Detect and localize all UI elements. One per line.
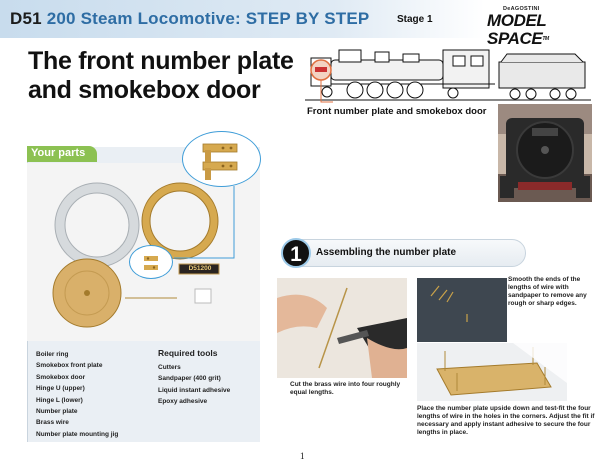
locomotive-diagram: [303, 44, 593, 106]
caption-cut: Cut the brass wire into four roughly equal lengths.: [290, 381, 401, 396]
list-item: Hinge L (lower): [36, 396, 83, 404]
header-band: [0, 0, 606, 48]
list-item: Hinge U (upper): [36, 385, 85, 393]
brand-logo: [487, 6, 597, 48]
list-item: Liquid instant adhesive: [158, 386, 231, 394]
series-model: D51: [10, 9, 42, 28]
step-title: Assembling the number plate: [316, 247, 457, 258]
brand-publisher: DeAGOSTINI: [503, 6, 540, 12]
number-plate-label: D51200: [188, 265, 212, 272]
list-item: Number plate: [36, 408, 78, 416]
list-item: Cutters: [158, 364, 181, 371]
parts-list: [36, 349, 118, 440]
page-number: 1: [300, 451, 305, 461]
brand-name: [487, 12, 597, 48]
page-title: [28, 47, 308, 105]
cutting-wire-photo: [277, 278, 407, 378]
plate-fitting-photo: [417, 343, 567, 401]
hinges-illustration: [183, 132, 261, 187]
list-item: Smokebox door: [36, 373, 86, 381]
list-item: Sandpaper (400 grit): [158, 375, 221, 383]
step-number: 1: [281, 238, 311, 268]
list-item: Brass wire: [36, 419, 69, 427]
list-item: Epoxy adhesive: [158, 398, 208, 406]
caption-plate: Place the number plate upside down and test-fit the four lengths of wire in the holes in the corners. Adjust the fit if necessary and apply instant adhesive to secure the four lengths in place.: [417, 405, 595, 436]
series-title: [10, 9, 369, 29]
brand-name-text: MODEL SPACE: [487, 11, 547, 48]
list-item: Boiler ring: [36, 351, 69, 358]
series-subtitle: 200 Steam Locomotive: STEP BY STEP: [46, 9, 370, 28]
tools-list: [158, 362, 230, 408]
parts-heading: Your parts: [27, 146, 97, 162]
real-locomotive-photo: [498, 104, 592, 202]
caption-sand: Smooth the ends of the lengths of wire with sandpaper to remove any rough or sharp edges.: [508, 276, 587, 307]
page-title-line2: and smokebox door: [28, 76, 261, 104]
list-item: Smokebox front plate: [36, 362, 103, 370]
list-item: Number plate mounting jig: [36, 430, 119, 438]
callout-connector: [172, 180, 242, 280]
tools-heading: Required tools: [158, 348, 218, 358]
diagram-caption: Front number plate and smokebox door: [307, 106, 487, 117]
pins-callout: [129, 245, 173, 279]
stage-label: Stage 1: [397, 14, 433, 25]
brand-tm: TM: [542, 36, 549, 42]
page-title-line1: The front number plate: [28, 47, 294, 75]
sanding-wire-photo: [417, 278, 507, 342]
hinges-callout: [182, 131, 261, 187]
